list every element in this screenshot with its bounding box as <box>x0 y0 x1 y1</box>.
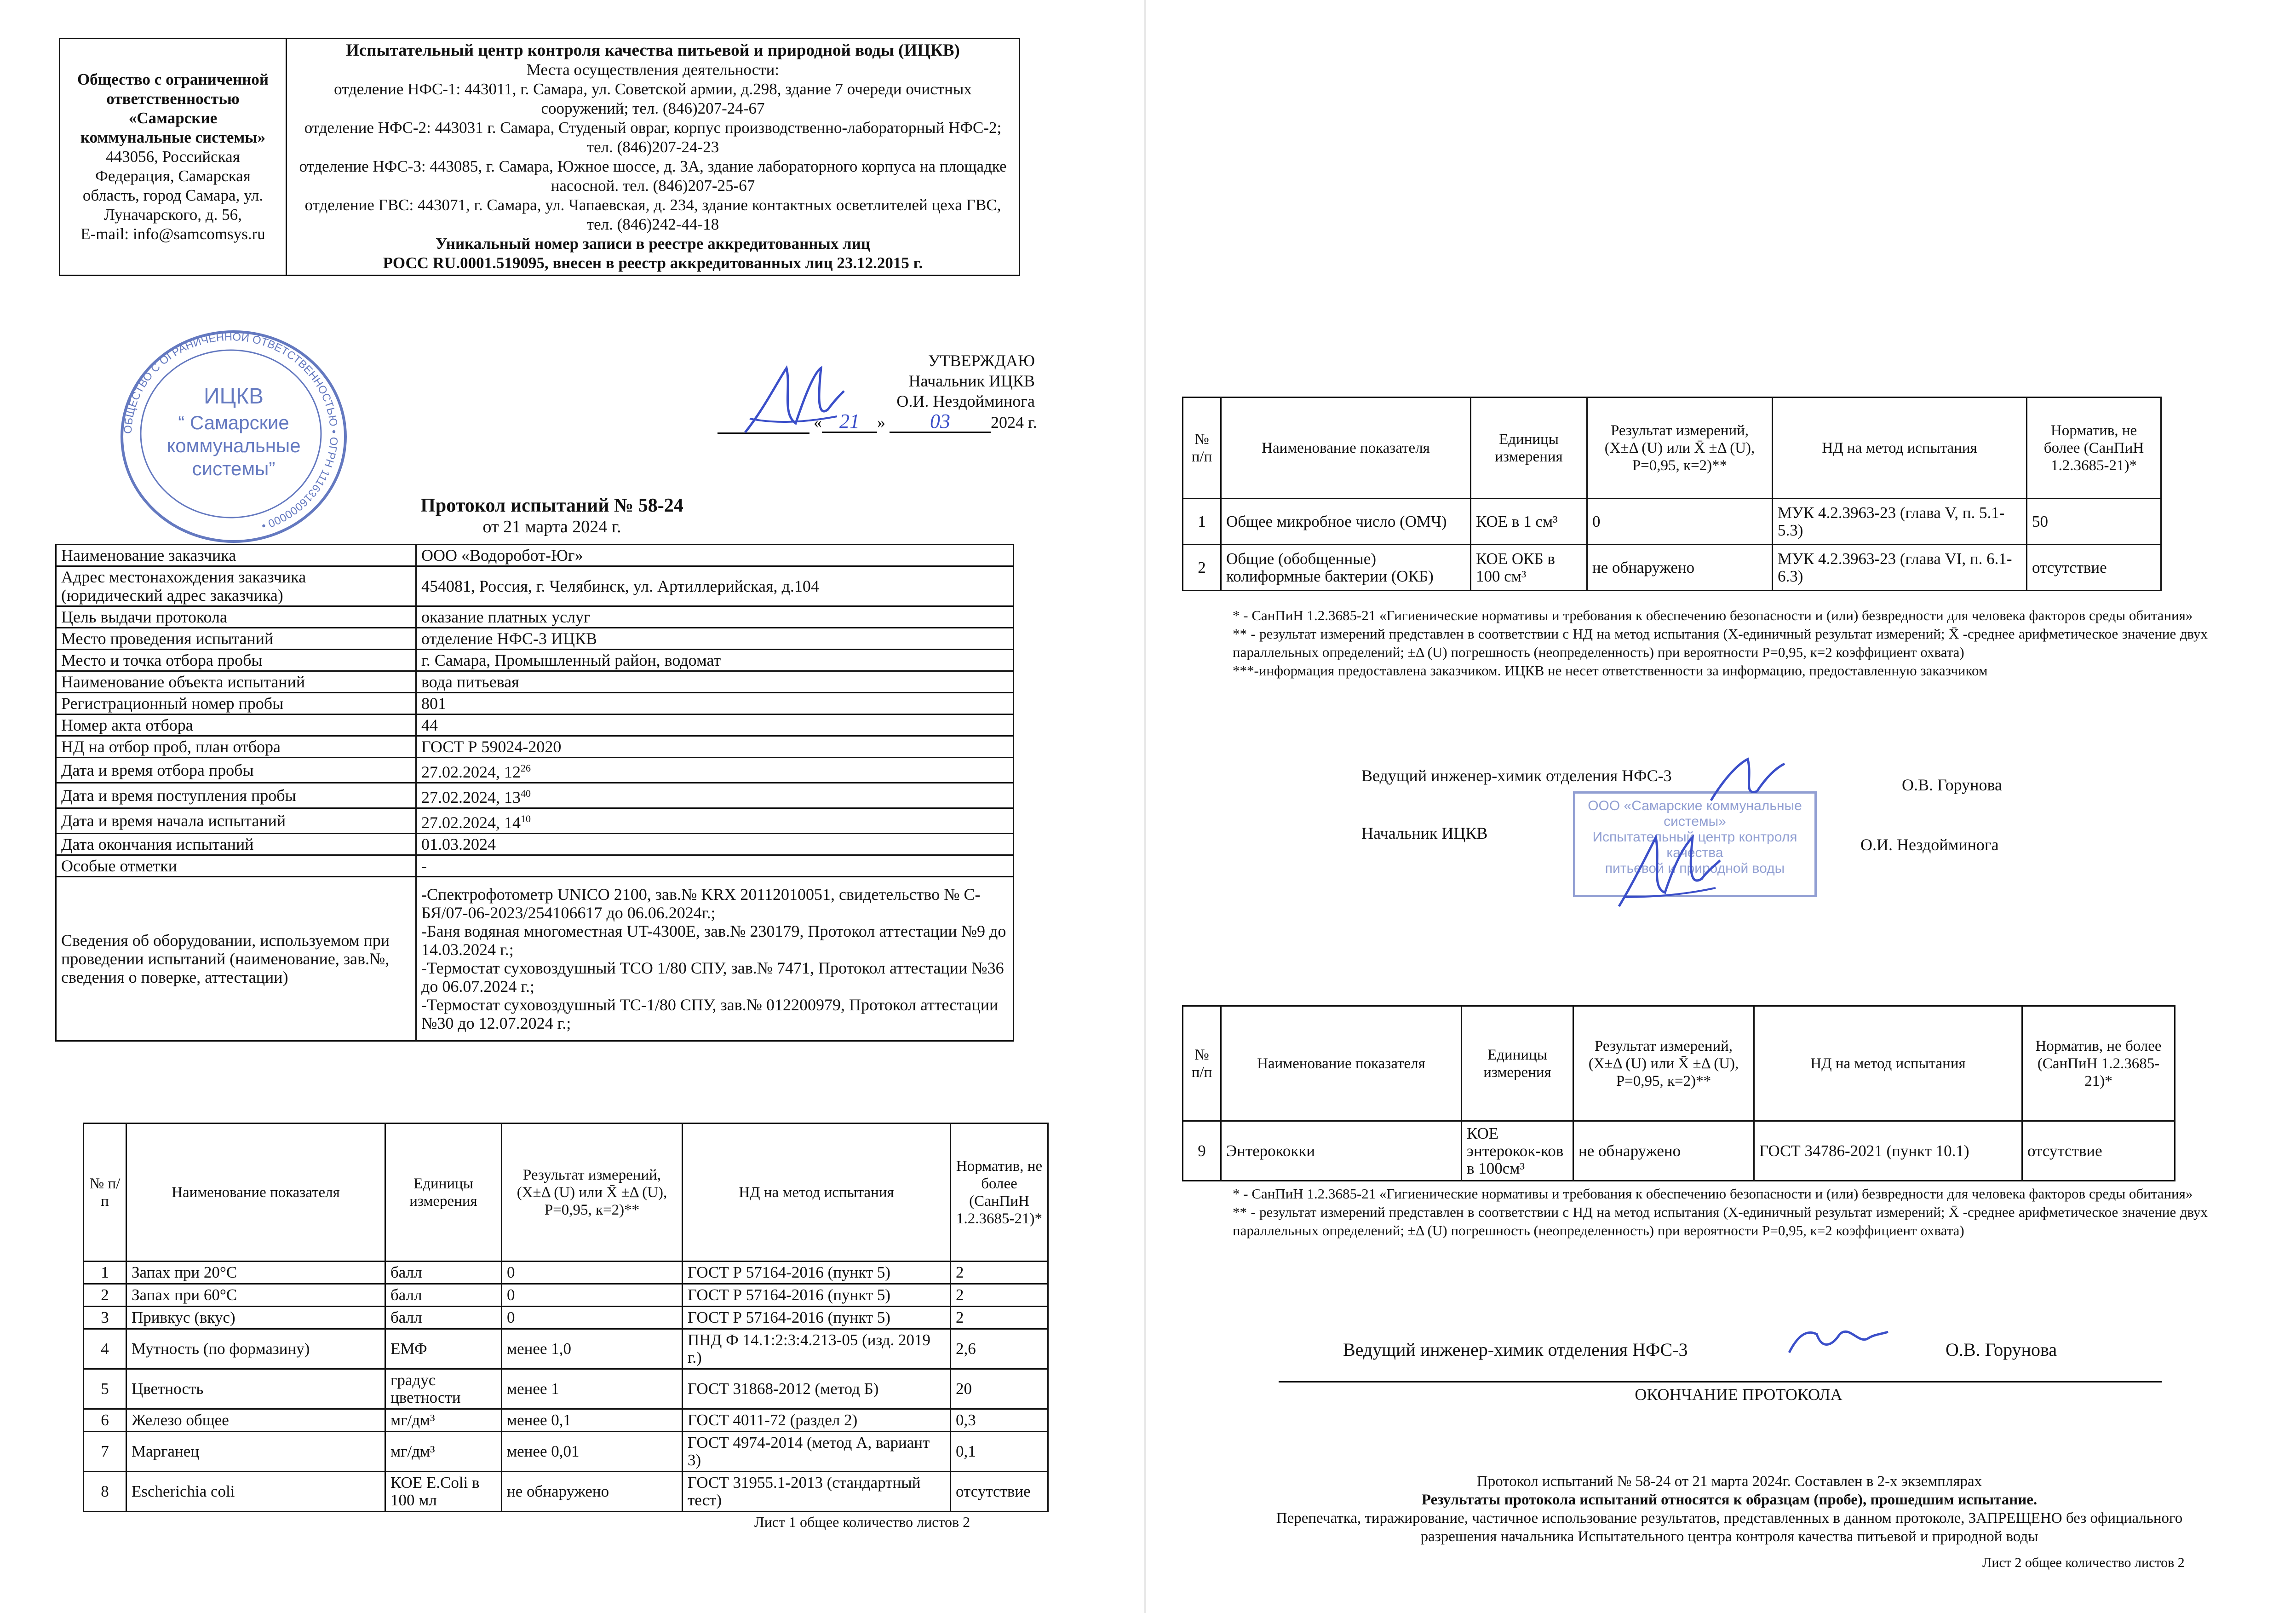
place-nfs3: отделение НФС-3: 443085, г. Самара, Южное шоссе, д. 3А, здание лабораторного корпуса на площадке насосной. тел. (846)207-25-67 <box>299 157 1007 195</box>
col-method-header: НД на метод испытания <box>1754 1006 2022 1121</box>
col-unit-header: Единицы измерения <box>1462 1006 1573 1121</box>
info-label: Цель выдачи протокола <box>56 606 416 628</box>
info-row <box>56 808 1014 834</box>
info-row <box>56 628 1014 650</box>
round-stamp <box>121 330 347 543</box>
registry-number: РОСС RU.0001.519095, внесен в реестр аккредитованных лиц 23.12.2015 г. <box>383 254 923 272</box>
rect-stamp-line: Испытательный центр контроля качества <box>1592 830 1797 860</box>
sign-role-engineer: Ведущий инженер-химик отделения НФС-3 <box>1361 766 1672 785</box>
info-label: Наименование заказчика <box>56 545 416 566</box>
equipment-label: Сведения об оборудовании, используемом при проведении испытаний (наименование, зав.№, сведения о поверке, аттестации) <box>56 877 416 1041</box>
closing-line: Перепечатка, тиражирование, частичное использование результатов, представленных в данном протоколе, ЗАПРЕЩЕНО без официального разрешения начальника Испытательного центра контроля качества питьевой и природной воды <box>1276 1510 2183 1545</box>
closing-line: Результаты протокола испытаний относятся к образцам (пробе), прошедшим испытание. <box>1421 1492 2038 1508</box>
col-norm-header: Норматив, не более (СанПиН 1.2.3685-21)* <box>2022 1006 2175 1121</box>
end-protocol: ОКОНЧАНИЕ ПРОТОКОЛА <box>1635 1385 1843 1404</box>
notes-block-2 <box>1233 1185 2208 1240</box>
approval-month: 03 <box>890 411 991 433</box>
info-value: оказание платных услуг <box>416 606 1014 628</box>
protocol-page-1 <box>0 0 1141 1613</box>
info-row <box>56 714 1014 736</box>
protocol-title: Протокол испытаний № 58-24 <box>420 495 683 516</box>
info-value: ГОСТ Р 59024-2020 <box>416 736 1014 758</box>
col-unit-header: Единицы измерения <box>1471 397 1587 499</box>
stamp-ring-text: ОБЩЕСТВО С ОГРАНИЧЕННОЙ ОТВЕТСТВЕННОСТЬЮ • ОГРН 1116316000000 • <box>121 330 340 532</box>
note-sanpin: * - СанПиН 1.2.3685-21 «Гигиенические нормативы и требования к обеспечению безопасности и (или) безвредности для человека факторов среды обитания» <box>1233 607 2193 623</box>
places-title: Места осуществления деятельности: <box>526 61 780 79</box>
col-norm-header: Норматив, не более (СанПиН 1.2.3685-21)* <box>2027 397 2161 499</box>
note-sanpin: * - СанПиН 1.2.3685-21 «Гигиенические нормативы и требования к обеспечению безопасности и (или) безвредности для человека факторов среды обитания» <box>1233 1186 2193 1202</box>
info-row <box>56 545 1014 566</box>
sign2-role: Ведущий инженер-химик отделения НФС-3 <box>1343 1339 1688 1360</box>
col-number-header: № п/п <box>1183 397 1221 499</box>
equipment-item: -Термостат суховоздушный ТСО 1/80 СПУ, зав.№ 7471, Протокол аттестации №36 до 06.07.2024 г.; <box>421 959 1004 996</box>
org-name-line: ответственностью <box>106 90 240 108</box>
col-method-header: НД на метод испытания <box>683 1123 951 1262</box>
info-label: Дата окончания испытаний <box>56 834 416 855</box>
info-value: 27.02.2024, $13^{40}$ <box>416 783 1014 808</box>
page-divider <box>1144 0 1146 1613</box>
info-label: Дата и время отбора пробы <box>56 758 416 783</box>
info-value: 454081, Россия, г. Челябинск, ул. Артиллерийская, д.104 <box>416 566 1014 606</box>
signature-nezdoyminoga <box>736 354 846 446</box>
result-row: 9 Энтерококки КОЕ энтерокок-ков в 100см³ не обнаружено ГОСТ 34786-2021 (пункт 10.1) отсутствие <box>1183 1121 2175 1181</box>
equipment-item: -Спектрофотометр UNICO 2100, зав.№ KRX 20112010051, свидетельство № С-БЯ/07-06-2023/254106617 до 06.06.2024г.; <box>421 885 981 922</box>
info-label: Номер акта отбора <box>56 714 416 736</box>
page-footer-1: Лист 1 общее количество листов 2 <box>754 1514 970 1530</box>
info-label: Наименование объекта испытаний <box>56 671 416 693</box>
org-address-line: Луначарского, д. 56, <box>104 206 242 224</box>
results-header-row <box>1183 1006 2175 1121</box>
org-address-line: Федерация, Самарская <box>95 167 251 185</box>
signature-nezdoyminoga-2 <box>1605 819 1725 916</box>
info-row <box>56 758 1014 783</box>
info-label: НД на отбор проб, план отбора <box>56 736 416 758</box>
col-unit-header: Единицы измерения <box>385 1123 502 1262</box>
center-info-cell <box>287 39 1020 276</box>
info-row <box>56 693 1014 714</box>
results-header-row <box>1183 397 2161 499</box>
info-value: - <box>416 855 1014 877</box>
info-label: Дата и время начала испытаний <box>56 808 416 834</box>
info-value: 27.02.2024, $12^{26}$ <box>416 758 1014 783</box>
place-gvs: отделение ГВС: 443071, г. Самара, ул. Чапаевская, д. 234, здание контактных осветлителей цеха ГВС, тел. (846)242-44-18 <box>304 196 1001 233</box>
info-row <box>56 834 1014 855</box>
org-address-line: 443056, Российская <box>106 148 240 166</box>
org-name-line: «Самарские <box>128 109 218 127</box>
stamp-top: ИЦКВ <box>204 384 264 409</box>
notes-block-1 <box>1233 606 2208 680</box>
info-label: Особые отметки <box>56 855 416 877</box>
note-result: ** - результат измерений представлен в соответствии с НД на метод испытания (X-единичный результат измерений; X̄ -среднее арифметическое значение двух параллельных определений; ±Δ (U) погрешность (неопределенность) при вероятности P=0,95, к=2 коэффициент охвата) <box>1233 1204 2208 1239</box>
info-row <box>56 783 1014 808</box>
signature-gorunova-2 <box>1780 1316 1890 1371</box>
info-value: 27.02.2024, $14^{10}$ <box>416 808 1014 834</box>
col-name-header: Наименование показателя <box>1221 397 1471 499</box>
protocol-page-2 <box>1150 0 2296 1613</box>
approval-day: 21 <box>822 411 877 433</box>
center-title: Испытательный центр контроля качества питьевой и природной воды (ИЦКВ) <box>346 41 960 60</box>
info-row <box>56 606 1014 628</box>
results-header-row <box>84 1123 1048 1262</box>
result-row: 1 Общее микробное число (ОМЧ) КОЕ в 1 см³ 0 МУК 4.2.3963-23 (глава V, п. 5.1-5.3) 50 <box>1183 499 2161 545</box>
info-value: 44 <box>416 714 1014 736</box>
org-address-line: область, город Самара, ул. <box>82 186 264 204</box>
col-name-header: Наименование показателя <box>126 1123 385 1262</box>
sign2-name: О.В. Горунова <box>1946 1339 2057 1360</box>
note-result: ** - результат измерений представлен в соответствии с НД на метод испытания (X-единичный результат измерений; X̄ -среднее арифметическое значение двух параллельных определений; ±Δ (U) погрешность (неопределенность) при вероятности P=0,95, к=2 коэффициент охвата) <box>1233 626 2208 660</box>
info-label: Место и точка отбора пробы <box>56 650 416 671</box>
org-name-line: Общество с ограниченной <box>77 70 269 88</box>
place-nfs1: отделение НФС-1: 443011, г. Самара, ул. Советской армии, д.298, здание 7 очереди очистных сооружений; тел. (846)207-24-67 <box>334 80 972 117</box>
signature-gorunova-1 <box>1702 750 1794 814</box>
info-value: отделение НФС-3 ИЦКВ <box>416 628 1014 650</box>
date-close-quote: » <box>877 413 885 432</box>
info-value: 01.03.2024 <box>416 834 1014 855</box>
result-row: 8 Escherichia coli КОЕ E.Coli в 100 мл не обнаружено ГОСТ 31955.1-2013 (стандартный тест) отсутствие <box>84 1472 1048 1512</box>
approve-label: УТВЕРЖДАЮ <box>928 351 1035 370</box>
closing-block <box>1251 1472 2208 1546</box>
info-row <box>56 671 1014 693</box>
registry-line: Уникальный номер записи в реестре аккредитованных лиц <box>435 235 871 253</box>
org-name-line: коммунальные системы» <box>80 128 266 146</box>
date-open-quote: « <box>814 413 822 432</box>
info-label: Место проведения испытаний <box>56 628 416 650</box>
closing-line: Протокол испытаний № 58-24 от 21 марта 2024г. Составлен в 2-х экземплярах <box>1476 1473 1982 1490</box>
col-number-header: № п/п <box>1183 1006 1221 1121</box>
approver-name: О.И. Нездойминога <box>896 392 1035 410</box>
col-result-header: Результат измерений, (X±Δ (U) или X̄ ±Δ (U), P=0,95, к=2)** <box>502 1123 683 1262</box>
info-row <box>56 855 1014 877</box>
org-info-cell <box>60 39 287 276</box>
result-row: 2 Общие (обобщенные) колиформные бактерии (ОКБ) КОЕ ОКБ в 100 см³ не обнаружено МУК 4.2.3963-23 (глава VI, п. 6.1-6.3) отсутствие <box>1183 545 2161 591</box>
result-row: 7 Марганец мг/дм³ менее 0,01 ГОСТ 4974-2014 (метод А, вариант 3) 0,1 <box>84 1432 1048 1472</box>
equipment-item: -Баня водяная многоместная UT-4300E, зав.№ 230179, Протокол аттестации №9 до 14.03.2024 г.; <box>421 922 1006 959</box>
result-row: 4 Мутность (по формазину) ЕМФ менее 1,0 ПНД Ф 14.1:2:3:4.213-05 (изд. 2019 г.) 2,6 <box>84 1329 1048 1369</box>
equipment-row <box>56 877 1014 1041</box>
protocol-title-block <box>322 495 782 537</box>
approval-year: 2024 г. <box>991 413 1037 432</box>
col-number-header: № п/п <box>84 1123 126 1262</box>
sign-name-engineer: О.В. Горунова <box>1902 776 2002 794</box>
sign-name-head: О.И. Нездойминога <box>1860 835 1999 854</box>
info-value: г. Самара, Промышленный район, водомат <box>416 650 1014 671</box>
col-result-header: Результат измерений, (X±Δ (U) или X̄ ±Δ (U), P=0,95, к=2)** <box>1587 397 1773 499</box>
stamp-middle: “ Самарские коммунальные системы” <box>166 412 301 479</box>
result-row: 6 Железо общее мг/дм³ менее 0,1 ГОСТ 4011-72 (раздел 2) 0,3 <box>84 1409 1048 1432</box>
info-value: ООО «Водоробот-Юг» <box>416 545 1014 566</box>
info-label: Регистрационный номер пробы <box>56 693 416 714</box>
results-table-page2-bottom <box>1182 1005 2175 1181</box>
info-value: 801 <box>416 693 1014 714</box>
results-table-page1 <box>83 1123 1049 1512</box>
col-result-header: Результат измерений, (X±Δ (U) или X̄ ±Δ (U), P=0,95, к=2)** <box>1573 1006 1754 1121</box>
result-row: 3 Привкус (вкус) балл 0 ГОСТ Р 57164-2016 (пункт 5) 2 <box>84 1307 1048 1329</box>
col-norm-header: Норматив, не более (СанПиН 1.2.3685-21)* <box>951 1123 1048 1262</box>
org-email: E-mail: info@samcomsys.ru <box>80 225 265 243</box>
sample-info-table <box>55 544 1014 1042</box>
col-name-header: Наименование показателя <box>1221 1006 1462 1121</box>
result-row: 5 Цветность градус цветности менее 1 ГОСТ 31868-2012 (метод Б) 20 <box>84 1369 1048 1409</box>
info-value: вода питьевая <box>416 671 1014 693</box>
rect-stamp-line: питьевой и природной воды <box>1605 861 1785 876</box>
info-row <box>56 566 1014 606</box>
results-table-page2-top <box>1182 397 2162 591</box>
sign-role-head: Начальник ИЦКВ <box>1361 824 1488 842</box>
note-customer: ***-информация предоставлена заказчиком. ИЦКВ не несет ответственности за информацию, предоставленную заказчиком <box>1233 662 1988 679</box>
org-header-table <box>59 38 1020 276</box>
col-method-header: НД на метод испытания <box>1773 397 2027 499</box>
rect-stamp-line: ООО «Самарские коммунальные системы» <box>1588 798 1802 829</box>
info-label: Адрес местонахождения заказчика (юридический адрес заказчика) <box>56 566 416 606</box>
approver-position: Начальник ИЦКВ <box>908 372 1035 390</box>
result-row: 2 Запах при 60°C балл 0 ГОСТ Р 57164-2016 (пункт 5) 2 <box>84 1284 1048 1307</box>
result-row: 1 Запах при 20°C балл 0 ГОСТ Р 57164-2016 (пункт 5) 2 <box>84 1262 1048 1284</box>
info-label: Дата и время поступления пробы <box>56 783 416 808</box>
end-line <box>1279 1381 2162 1383</box>
protocol-date: от 21 марта 2024 г. <box>482 517 621 536</box>
equipment-item: -Термостат суховоздушный ТС-1/80 СПУ, зав.№ 012200979, Протокол аттестации №30 до 12.07.2024 г.; <box>421 996 999 1032</box>
equipment-list <box>416 877 1014 1041</box>
info-row <box>56 650 1014 671</box>
page-footer-2: Лист 2 общее количество листов 2 <box>1982 1555 2185 1570</box>
place-nfs2: отделение НФС-2: 443031 г. Самара, Студеный овраг, корпус производственно-лабораторный НФС-2; тел. (846)207-24-23 <box>304 119 1002 156</box>
info-row <box>56 736 1014 758</box>
